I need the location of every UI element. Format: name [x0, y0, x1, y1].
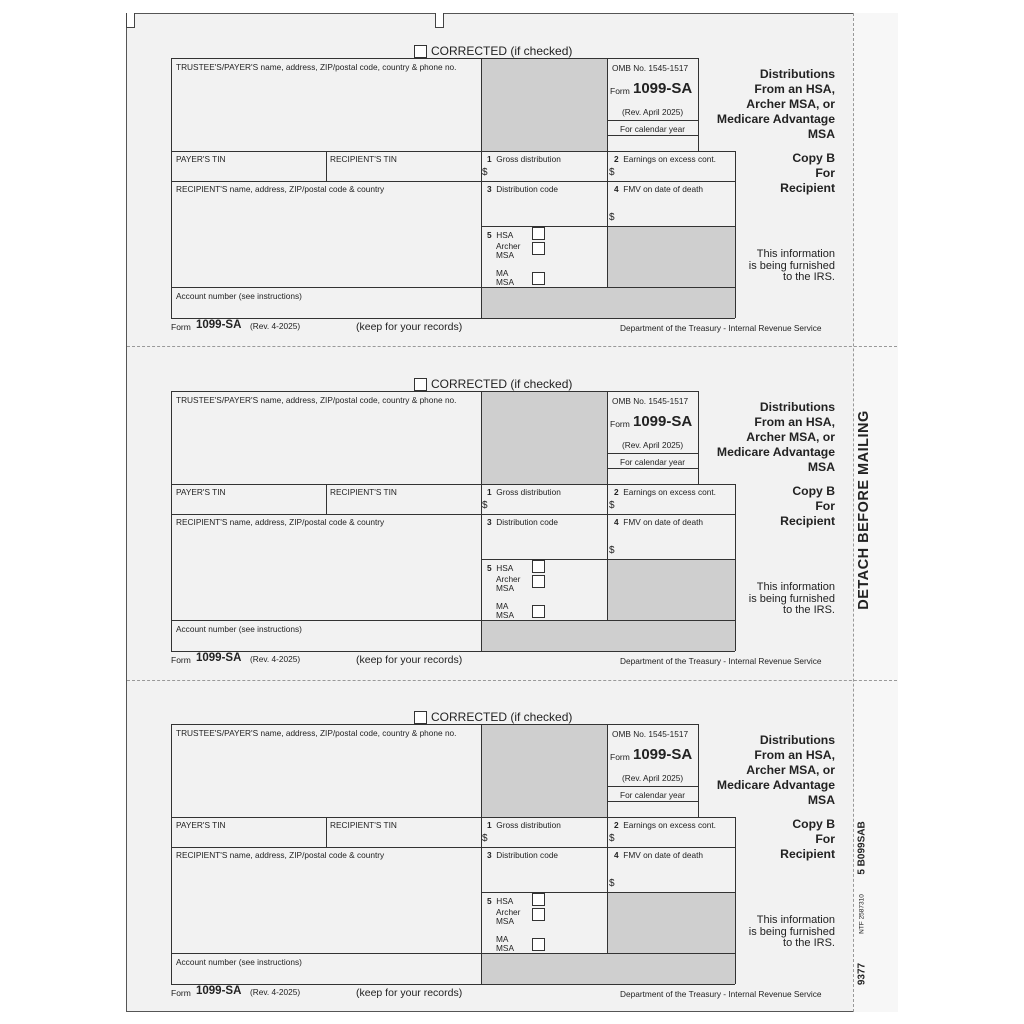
archer-label: Archer [496, 241, 521, 251]
account-number-label: Account number (see instructions) [176, 957, 302, 967]
ma-msa-label: MSA [496, 277, 514, 287]
hsa-checkbox[interactable] [532, 560, 545, 573]
archer-msa-label: MSA [496, 916, 514, 926]
payer-name-label: TRUSTEE'S/PAYER'S name, address, ZIP/postal code, country & phone no. [176, 728, 457, 738]
irs-information-notice: This information is being furnished to the IRS. [748, 248, 835, 283]
corrected-checkbox[interactable] [414, 377, 572, 391]
payer-tin-label: PAYER'S TIN [176, 820, 226, 830]
ma-label: MA [496, 601, 509, 611]
form-code-number: 9377 [856, 962, 868, 986]
shaded-area-top [481, 59, 607, 151]
department-label: Department of the Treasury - Internal Revenue Service [620, 989, 822, 999]
department-label: Department of the Treasury - Internal Revenue Service [620, 323, 822, 333]
corrected-label: CORRECTED (if checked) [431, 377, 573, 391]
payer-name-label: TRUSTEE'S/PAYER'S name, address, ZIP/postal code, country & phone no. [176, 62, 457, 72]
revision-date: (Rev. April 2025) [622, 773, 684, 783]
recipient-name-label: RECIPIENT'S name, address, ZIP/postal code & country [176, 184, 385, 194]
recipient-name-label: RECIPIENT'S name, address, ZIP/postal code & country [176, 850, 385, 860]
ma-msa-checkbox[interactable] [532, 605, 545, 618]
form-copy-b [0, 14, 1024, 347]
shaded-area-account [481, 288, 735, 318]
keep-for-records: (keep for your records) [356, 987, 463, 999]
omb-number: OMB No. 1545-1517 [612, 63, 689, 73]
footer-form-word: Form [171, 655, 191, 665]
box5-hsa-label: 5 HSA [487, 230, 514, 240]
footer-form-word: Form [171, 322, 191, 332]
box4-label: 4 FMV on date of death [614, 850, 704, 860]
box1-dollar[interactable]: $ [482, 500, 488, 511]
ma-msa-label: MSA [496, 943, 514, 953]
revision-date: (Rev. April 2025) [622, 107, 684, 117]
box2-label: 2 Earnings on excess cont. [614, 487, 716, 497]
form-word: Form [610, 86, 630, 96]
box4-dollar[interactable]: $ [609, 545, 615, 556]
form-title: Distributions From an HSA, Archer MSA, or Medicare Advantage MSA [716, 733, 835, 807]
shaded-area-account [481, 621, 735, 651]
footer-form-number: 1099-SA [196, 652, 242, 664]
copy-b-label: Copy B For Recipient [780, 817, 835, 861]
shaded-area-box5 [608, 227, 735, 287]
revision-date: (Rev. April 2025) [622, 440, 684, 450]
corrected-label: CORRECTED (if checked) [431, 710, 573, 724]
corrected-checkbox[interactable] [414, 710, 572, 724]
department-label: Department of the Treasury - Internal Revenue Service [620, 656, 822, 666]
shaded-area-account [481, 954, 735, 984]
footer-revision: (Rev. 4-2025) [250, 987, 301, 997]
shaded-area-box5 [608, 560, 735, 620]
form-title: Distributions From an HSA, Archer MSA, or Medicare Advantage MSA [716, 67, 835, 141]
shaded-area-box5 [608, 893, 735, 953]
payer-tin-label: PAYER'S TIN [176, 154, 226, 164]
corrected-box[interactable] [414, 711, 427, 724]
box2-dollar[interactable]: $ [609, 833, 615, 844]
irs-information-notice: This information is being furnished to the IRS. [748, 581, 835, 616]
calendar-year-label: For calendar year [620, 457, 686, 467]
copy-b-label: Copy B For Recipient [780, 151, 835, 195]
box3-label: 3 Distribution code [487, 184, 559, 194]
box4-label: 4 FMV on date of death [614, 517, 704, 527]
recipient-tin-label: RECIPIENT'S TIN [330, 154, 397, 164]
box1-label: 1 Gross distribution [487, 487, 561, 497]
keep-for-records: (keep for your records) [356, 321, 463, 333]
hsa-checkbox[interactable] [532, 227, 545, 240]
box3-label: 3 Distribution code [487, 517, 559, 527]
account-number-label: Account number (see instructions) [176, 291, 302, 301]
copy-b-label: Copy B For Recipient [780, 484, 835, 528]
ma-msa-checkbox[interactable] [532, 938, 545, 951]
box4-dollar[interactable]: $ [609, 212, 615, 223]
form-copy-b [0, 680, 1024, 1013]
archer-msa-label: MSA [496, 583, 514, 593]
keep-for-records: (keep for your records) [356, 654, 463, 666]
corrected-box[interactable] [414, 378, 427, 391]
form-code-ntf: NTF 2587310 [858, 894, 866, 934]
box2-dollar[interactable]: $ [609, 500, 615, 511]
footer-revision: (Rev. 4-2025) [250, 654, 301, 664]
archer-msa-label: MSA [496, 250, 514, 260]
form-number: 1099-SA [633, 746, 693, 763]
omb-number: OMB No. 1545-1517 [612, 729, 689, 739]
recipient-name-label: RECIPIENT'S name, address, ZIP/postal code & country [176, 517, 385, 527]
payer-name-label: TRUSTEE'S/PAYER'S name, address, ZIP/postal code, country & phone no. [176, 395, 457, 405]
shaded-area-top [481, 392, 607, 484]
recipient-tin-label: RECIPIENT'S TIN [330, 820, 397, 830]
box2-dollar[interactable]: $ [609, 167, 615, 178]
box4-label: 4 FMV on date of death [614, 184, 704, 194]
box5-hsa-label: 5 HSA [487, 896, 514, 906]
corrected-checkbox[interactable] [414, 44, 572, 58]
hsa-checkbox[interactable] [532, 893, 545, 906]
ma-msa-label: MSA [496, 610, 514, 620]
ma-msa-checkbox[interactable] [532, 272, 545, 285]
payer-tin-label: PAYER'S TIN [176, 487, 226, 497]
form-code-b099sab: 5 B099SAB [856, 821, 868, 875]
archer-msa-checkbox[interactable] [532, 575, 545, 588]
footer-form-number: 1099-SA [196, 985, 242, 997]
shaded-area-top [481, 725, 607, 817]
footer-revision: (Rev. 4-2025) [250, 321, 301, 331]
archer-label: Archer [496, 574, 521, 584]
box1-dollar[interactable]: $ [482, 833, 488, 844]
box2-label: 2 Earnings on excess cont. [614, 820, 716, 830]
corrected-box[interactable] [414, 45, 427, 58]
omb-number: OMB No. 1545-1517 [612, 396, 689, 406]
form-title: Distributions From an HSA, Archer MSA, or Medicare Advantage MSA [716, 400, 835, 474]
box4-dollar[interactable]: $ [609, 878, 615, 889]
ma-label: MA [496, 934, 509, 944]
archer-label: Archer [496, 907, 521, 917]
calendar-year-label: For calendar year [620, 124, 686, 134]
irs-information-notice: This information is being furnished to the IRS. [748, 914, 835, 949]
account-number-label: Account number (see instructions) [176, 624, 302, 634]
box1-label: 1 Gross distribution [487, 820, 561, 830]
calendar-year-label: For calendar year [620, 790, 686, 800]
footer-form-number: 1099-SA [196, 319, 242, 331]
detach-before-mailing-label: DETACH BEFORE MAILING [856, 410, 872, 610]
box3-label: 3 Distribution code [487, 850, 559, 860]
form-number: 1099-SA [633, 80, 693, 97]
archer-msa-checkbox[interactable] [532, 908, 545, 921]
ma-label: MA [496, 268, 509, 278]
recipient-tin-label: RECIPIENT'S TIN [330, 487, 397, 497]
box1-dollar[interactable]: $ [482, 167, 488, 178]
box2-label: 2 Earnings on excess cont. [614, 154, 716, 164]
archer-msa-checkbox[interactable] [532, 242, 545, 255]
box1-label: 1 Gross distribution [487, 154, 561, 164]
form-word: Form [610, 419, 630, 429]
corrected-label: CORRECTED (if checked) [431, 44, 573, 58]
box5-hsa-label: 5 HSA [487, 563, 514, 573]
form-copy-b [0, 347, 1024, 680]
form-number: 1099-SA [633, 413, 693, 430]
form-word: Form [610, 752, 630, 762]
footer-form-word: Form [171, 988, 191, 998]
